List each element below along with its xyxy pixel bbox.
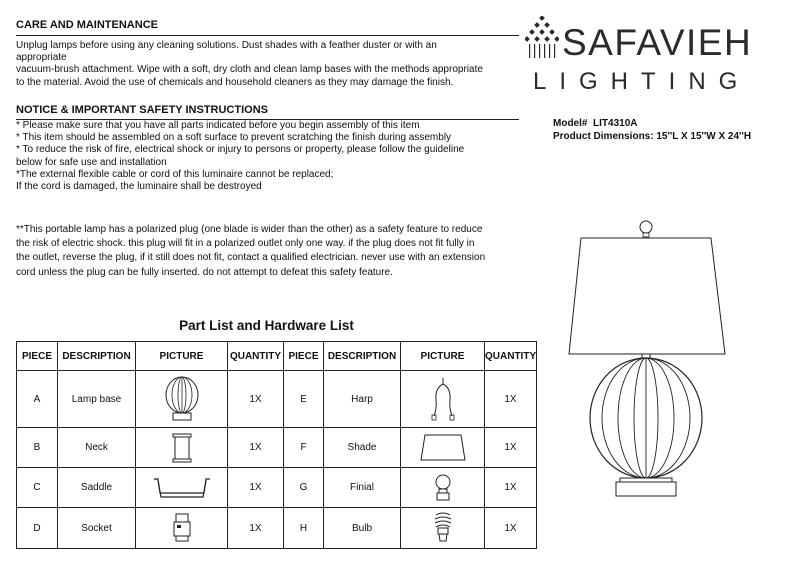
dimensions-label: Product Dimensions: — [553, 131, 654, 142]
header-picture: PICTURE — [401, 342, 485, 371]
description-cell: Neck — [58, 428, 136, 468]
care-line: to the material. Avoid the use of chemicals and household cleaners as they may damage the finish. — [16, 76, 454, 88]
picture-cell — [401, 468, 485, 508]
notice-line: If the cord is damaged, the luminaire shall be destroyed — [16, 181, 262, 193]
table-row — [17, 371, 537, 428]
description-cell: Saddle — [58, 468, 136, 508]
description-cell: Shade — [324, 428, 401, 468]
plug-warning-line: **This portable lamp has a polarized plug (one blade is wider than the other) as a safety feature to reduce — [16, 224, 483, 235]
neck-icon — [170, 432, 194, 464]
care-line: appropriate — [16, 52, 67, 64]
piece-cell: D — [17, 508, 58, 549]
saddle-icon — [150, 475, 214, 501]
socket-icon — [171, 512, 193, 544]
care-text — [16, 40, 483, 89]
finial-icon — [431, 472, 455, 504]
notice-line: * This item should be assembled on a soft surface to prevent scratching the finish during assembly — [16, 132, 452, 144]
shade-icon — [417, 432, 469, 464]
plug-warning-line: the outlet, reverse the plug, if it still does not fit, contact a qualified electrician. never use with an extension — [16, 252, 486, 264]
header-description: DESCRIPTION — [324, 342, 401, 371]
notice-line: * Please make sure that you have all parts indicated before you begin assembly of this item — [16, 120, 420, 131]
header-quantity: QUANTITY — [485, 342, 537, 371]
brand-sub: LIGHTING — [533, 68, 751, 95]
lamp-base-icon — [162, 375, 202, 423]
parts-header-row — [17, 342, 537, 371]
description-cell: Lamp base — [58, 371, 136, 428]
model-value: LIT4310A — [593, 118, 638, 129]
header-piece: PIECE — [284, 342, 324, 371]
quantity-cell: 1X — [485, 371, 537, 428]
quantity-cell: 1X — [485, 428, 537, 468]
quantity-cell: 1X — [485, 468, 537, 508]
notice-line: below for safe use and installation — [16, 156, 167, 168]
picture-cell — [401, 371, 485, 428]
piece-cell: A — [17, 371, 58, 428]
care-heading: CARE AND MAINTENANCE — [16, 19, 158, 31]
plug-warning-line: the risk of electric shock. this plug will fit in a polarized outlet only one way. if the plug does not fit fully in — [16, 238, 475, 250]
notice-text — [16, 120, 464, 193]
piece-cell: H — [284, 508, 324, 549]
harp-icon — [428, 376, 458, 422]
plug-warning — [16, 223, 485, 280]
description-cell: Socket — [58, 508, 136, 549]
piece-cell: F — [284, 428, 324, 468]
quantity-cell: 1X — [228, 371, 284, 428]
dimensions-value: 15''L X 15''W X 24''H — [656, 131, 752, 142]
model-info — [553, 118, 637, 129]
parts-title: Part List and Hardware List — [179, 318, 354, 333]
description-cell: Bulb — [324, 508, 401, 549]
table-row — [17, 508, 537, 549]
quantity-cell: 1X — [228, 468, 284, 508]
dimensions-info — [553, 131, 751, 142]
header-picture: PICTURE — [136, 342, 228, 371]
picture-cell — [401, 508, 485, 549]
picture-cell — [401, 428, 485, 468]
description-cell: Harp — [324, 371, 401, 428]
lamp-illustration — [568, 218, 728, 518]
quantity-cell: 1X — [228, 508, 284, 549]
brand-name: SAFAVIEH — [562, 22, 753, 63]
care-line: Unplug lamps before using any cleaning solutions. Dust shades with a feather duster or with an — [16, 40, 437, 51]
lamp-shade — [569, 238, 725, 354]
picture-cell — [136, 371, 228, 428]
picture-cell — [136, 428, 228, 468]
header-quantity: QUANTITY — [228, 342, 284, 371]
notice-line: *The external flexible cable or cord of this luminaire cannot be replaced; — [16, 168, 334, 180]
piece-cell: B — [17, 428, 58, 468]
piece-cell: C — [17, 468, 58, 508]
description-cell: Finial — [324, 468, 401, 508]
table-row — [17, 428, 537, 468]
chandelier-logo-icon — [525, 16, 559, 62]
piece-cell: G — [284, 468, 324, 508]
picture-cell — [136, 468, 228, 508]
lamp-finial — [640, 221, 652, 233]
header-piece: PIECE — [17, 342, 58, 371]
picture-cell — [136, 508, 228, 549]
care-line: vacuum-brush attachment. Wipe with a soft, dry cloth and clean lamp bases with the methods appropriate — [16, 64, 483, 76]
parts-table — [16, 341, 537, 549]
header-description: DESCRIPTION — [58, 342, 136, 371]
notice-heading: NOTICE & IMPORTANT SAFETY INSTRUCTIONS — [16, 104, 268, 116]
quantity-cell: 1X — [228, 428, 284, 468]
model-label: Model# — [553, 118, 588, 129]
care-divider — [16, 35, 519, 36]
table-row — [17, 468, 537, 508]
notice-line: * To reduce the risk of fire, electrical shock or injury to persons or property, please follow the guideline — [16, 144, 465, 156]
piece-cell: E — [284, 371, 324, 428]
quantity-cell: 1X — [485, 508, 537, 549]
lamp-base — [616, 482, 676, 496]
plug-warning-line: cord unless the plug can be fully inserted. do not attempt to defeat this safety feature. — [16, 266, 393, 278]
bulb-icon — [432, 511, 454, 545]
